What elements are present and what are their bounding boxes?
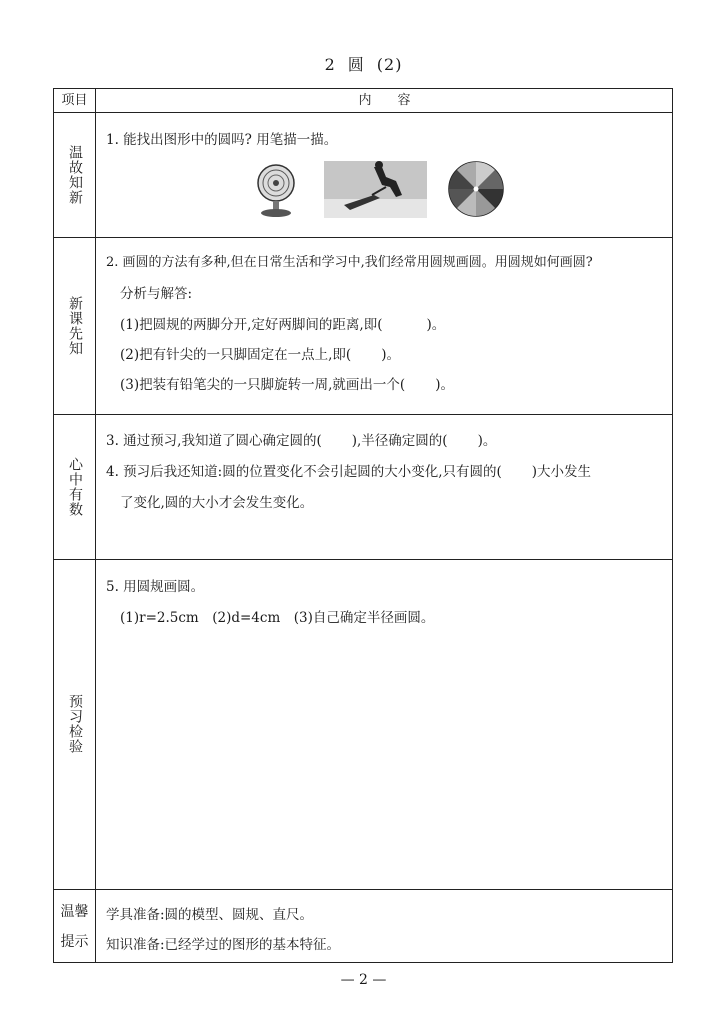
header-item: 项目 <box>61 93 88 108</box>
label-preview: 新课先知 <box>67 295 83 356</box>
question-3: 3. 通过预习,我知道了圆心确定圆的( ),半径确定圆的( )。 <box>106 433 497 449</box>
step-3: (3)把装有铅笔尖的一只脚旋转一周,就画出一个( )。 <box>120 377 454 393</box>
skating-image <box>324 161 427 218</box>
label-tips-1: 温馨 <box>60 904 89 920</box>
label-review: 温故知新 <box>67 144 83 205</box>
page-title: 2 圆 (2) <box>324 55 403 74</box>
question-4: 4. 预习后我还知道:圆的位置变化不会引起圆的大小变化,只有圆的( )大小发生 <box>106 464 592 480</box>
question-5: 5. 用圆规画圆。 <box>106 579 205 595</box>
step-2: (2)把有针尖的一只脚固定在一点上,即( )。 <box>120 347 400 363</box>
wheel-image <box>449 162 503 216</box>
question-2: 2. 画圆的方法有多种,但在日常生活和学习中,我们经常用圆规画圆。用圆规如何画圆? <box>106 255 593 270</box>
label-mind: 心中有数 <box>67 456 83 517</box>
label-tips-2: 提示 <box>60 934 89 950</box>
fan-image <box>258 165 294 217</box>
step-1: (1)把圆规的两脚分开,定好两脚间的距离,即( )。 <box>120 317 446 333</box>
page-number: — 2 — <box>340 972 387 988</box>
question-5-parts: (1)r=2.5cm (2)d=4cm (3)自己确定半径画圆。 <box>120 610 435 626</box>
image-row <box>254 161 544 221</box>
analysis-label: 分析与解答: <box>120 286 193 302</box>
label-check: 预习检验 <box>67 694 83 754</box>
header-content: 内 容 <box>358 93 411 108</box>
worksheet-table <box>53 88 673 963</box>
question-1: 1. 能找出图形中的圆吗? 用笔描一描。 <box>106 132 338 148</box>
question-4-cont: 了变化,圆的大小才会发生变化。 <box>120 495 314 511</box>
tip-knowledge: 知识准备:已经学过的图形的基本特征。 <box>106 937 341 953</box>
tip-tools: 学具准备:圆的模型、圆规、直尺。 <box>106 907 314 923</box>
